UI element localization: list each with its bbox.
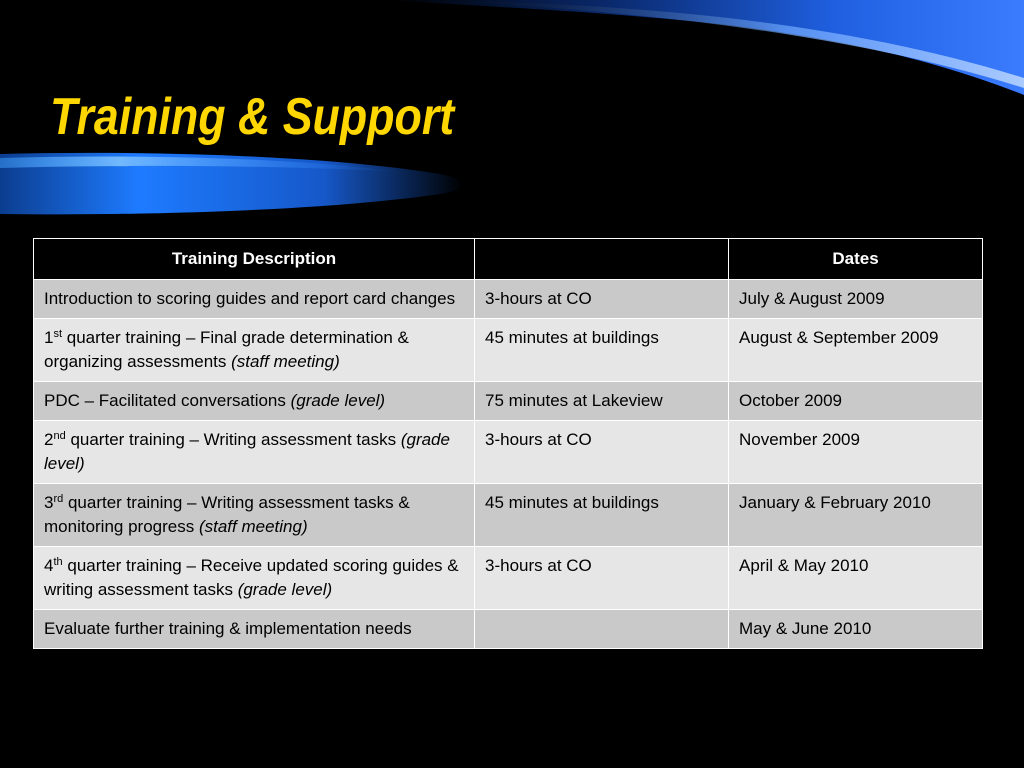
table-row [34,280,983,319]
cell-duration: 3-hours at CO [475,421,729,484]
cell-duration [475,610,729,649]
description-note: (grade level) [290,391,386,410]
description-text: quarter training – Final grade determination & organizing assessments [44,328,409,371]
description-text: PDC – Facilitated conversations [44,391,291,410]
header-dates: Dates [729,239,983,280]
slide-title: Training & Support [50,88,455,146]
description-note: (grade level) [44,430,450,473]
cell-dates: August & September 2009 [729,319,983,382]
cell-dates: October 2009 [729,382,983,421]
description-note: (staff meeting) [231,352,340,371]
ordinal-number: 3 [44,493,54,512]
ordinal-suffix: rd [53,493,64,505]
table-row [34,610,983,649]
description-text: Evaluate further training & implementation needs [44,619,412,638]
cell-description [34,382,475,421]
table-row [34,484,983,547]
table-header-row [34,239,983,280]
cell-description [34,547,475,610]
header-duration [475,239,729,280]
description-note: (grade level) [237,580,333,599]
cell-dates: May & June 2010 [729,610,983,649]
cell-description [34,280,475,319]
cell-duration: 45 minutes at buildings [475,319,729,382]
description-text: quarter training – Receive updated scoring guides & writing assessment tasks [44,556,459,599]
training-schedule-table [33,238,983,649]
description-text: Introduction to scoring guides and report card changes [44,289,456,308]
cell-dates: July & August 2009 [729,280,983,319]
cell-description [34,484,475,547]
cell-description [34,610,475,649]
cell-duration: 3-hours at CO [475,547,729,610]
table-row [34,421,983,484]
table-row [34,547,983,610]
table-row [34,382,983,421]
table-row [34,319,983,382]
cell-description [34,319,475,382]
ordinal-number: 2 [44,430,54,449]
description-note: (staff meeting) [198,517,308,536]
cell-description [34,421,475,484]
description-text: quarter training – Writing assessment tasks & monitoring progress [44,493,410,536]
cell-duration: 75 minutes at Lakeview [475,382,729,421]
ordinal-suffix: nd [53,430,66,442]
ordinal-suffix: th [53,556,63,568]
cell-dates: November 2009 [729,421,983,484]
ordinal-number: 4 [44,556,54,575]
cell-duration: 3-hours at CO [475,280,729,319]
ordinal-suffix: st [53,328,63,340]
cell-dates: April & May 2010 [729,547,983,610]
cell-dates: January & February 2010 [729,484,983,547]
cell-duration: 45 minutes at buildings [475,484,729,547]
left-swoosh-decoration [0,148,470,220]
description-text: quarter training – Writing assessment tasks [65,430,401,449]
header-training-description: Training Description [34,239,475,280]
ordinal-number: 1 [44,328,54,347]
